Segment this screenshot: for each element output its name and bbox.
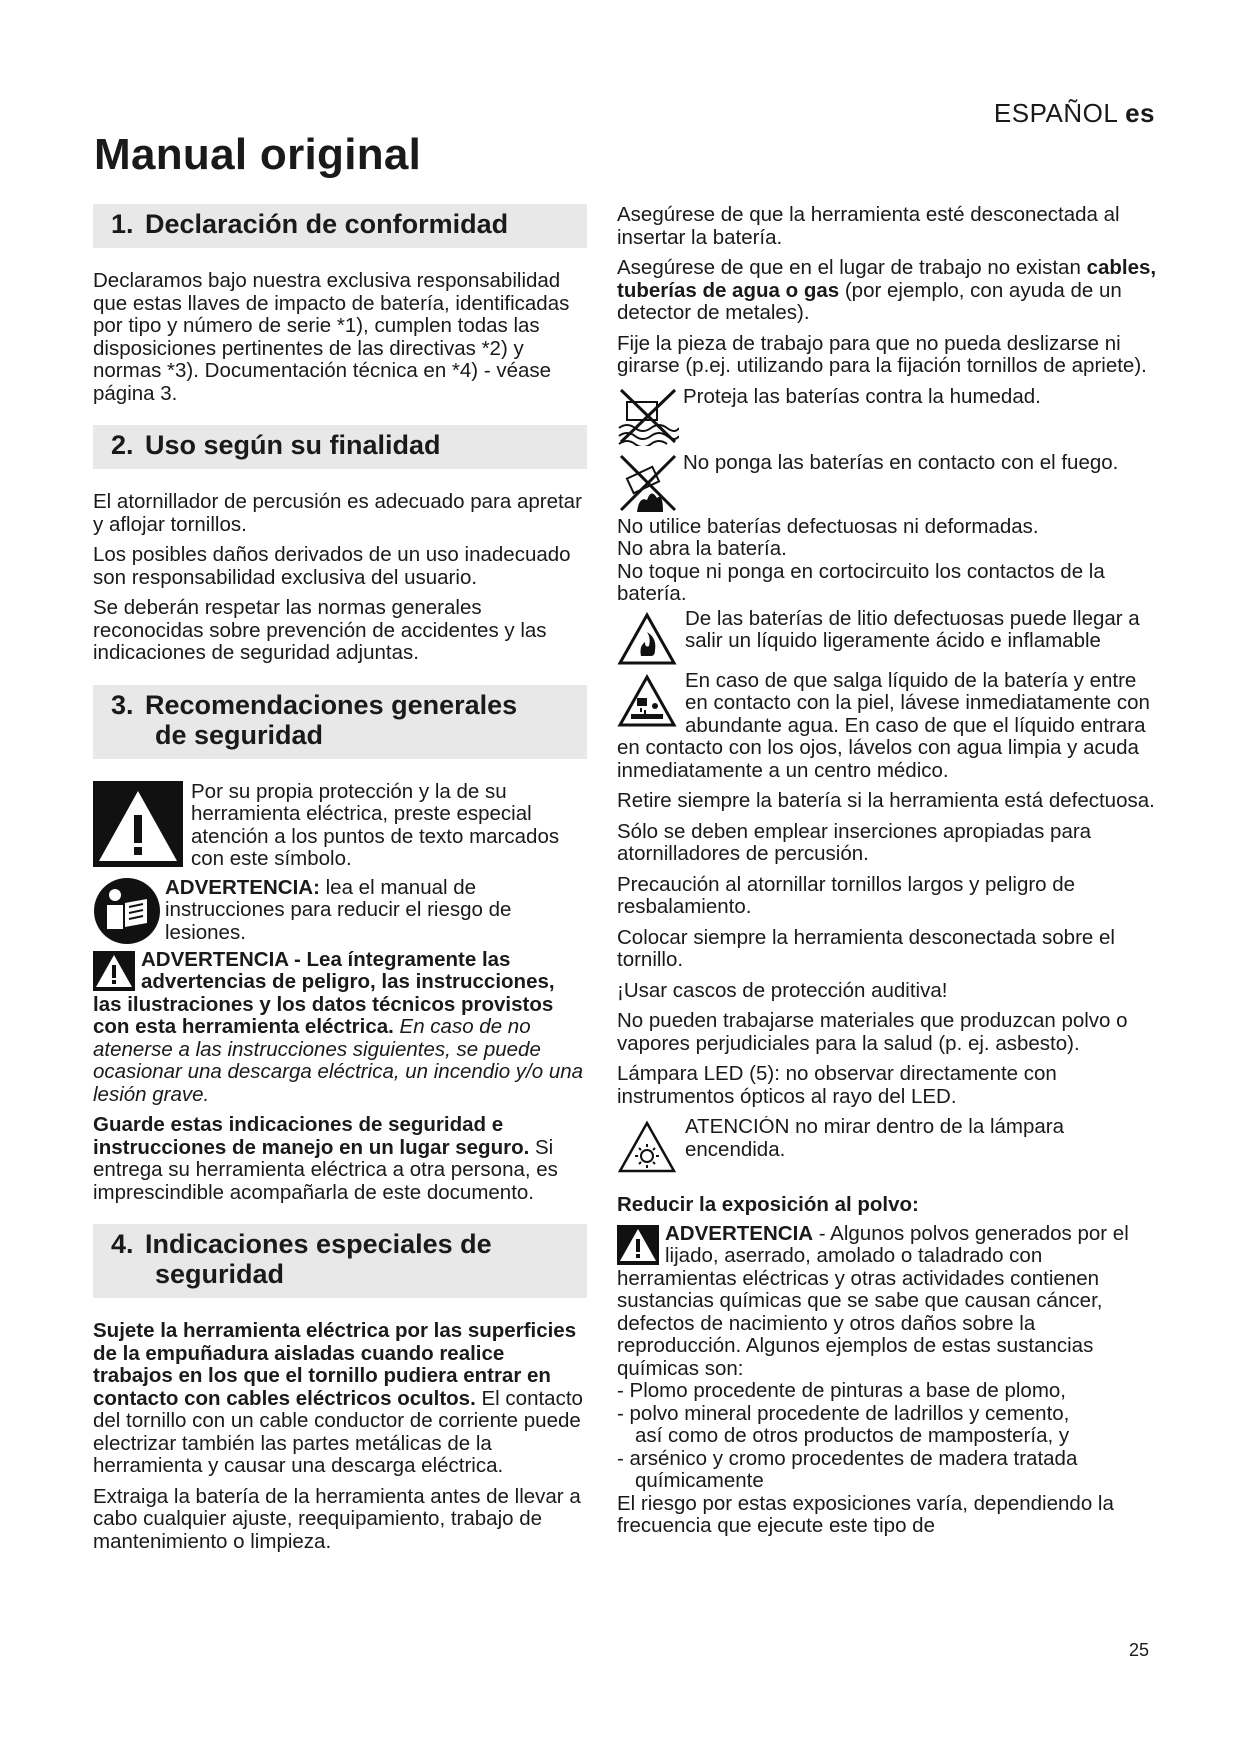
battery-note-1: No utilice baterías defectuosas ni deformadas.: [617, 514, 1039, 538]
corrosive-icon: [617, 674, 677, 728]
led-lamp-text: Lámpara LED (5): no observar directamente con instrumentos ópticos al rayo del LED.: [617, 1062, 1057, 1108]
conformity-text: Declaramos bajo nuestra exclusiva responsabilidad que estas llaves de impacto de batería, identificadas por tipo y número de serie *1), cumplen todas las disposiciones pertinentes de las directivas *2) y normas *3). Documentación técnica en *4) - véase página 3.: [93, 269, 570, 405]
place-tool-text: Colocar siempre la herramienta desconectada sobre el tornillo.: [617, 925, 1115, 971]
manual-warning-text: lea el manual de instrucciones para reducir el riesgo de lesiones.: [165, 875, 512, 944]
list-item: químicamente: [635, 1469, 764, 1492]
remove-battery-text: Extraiga la batería de la herramienta antes de llevar a cabo cualquier ajuste, reequipamiento, trabajo de mantenimiento o limpieza.: [93, 1484, 581, 1553]
section-title: Indicaciones especiales de: [145, 1229, 492, 1259]
check-cables-post: (por ejemplo, con ayuda de un detector de metales).: [617, 278, 1122, 324]
inserts-text: Sólo se deben emplear inserciones apropiadas para atornilladores de percusión.: [617, 819, 1092, 865]
manual-warning-label: ADVERTENCIA:: [165, 875, 320, 899]
fire-text: No ponga las baterías en contacto con el fuego.: [683, 451, 1119, 474]
keep-instructions: [93, 1114, 587, 1204]
section-heading-1: [93, 204, 587, 248]
general-warning: [93, 949, 587, 1107]
section-title: Uso según su finalidad: [145, 430, 441, 460]
keep-instructions-text: Si entrega su herramienta eléctrica a otra persona, es imprescindible acompañarla de este documento.: [93, 1135, 558, 1204]
dust-warning-text: - Algunos polvos generados por el lijado, aserrado, amolado o taladrado con herramientas eléctricas y otras actividades contienen sustancias químicas que se sabe que causan cáncer, defectos de nacimiento y otros daños sobre la reproducción. Algunos ejemplos de estas sustancias químicas son:: [617, 1221, 1129, 1380]
section-number: 2.: [111, 430, 134, 460]
battery-notes: [617, 516, 1162, 606]
fire-note: [617, 452, 1162, 514]
substance-list: [617, 1380, 1162, 1493]
led-warning-icon: [617, 1120, 677, 1174]
risk-text: El riesgo por estas exposiciones varía, dependiendo la frecuencia que ejecute este tipo de: [617, 1491, 1114, 1537]
general-warning-bold: ADVERTENCIA - Lea íntegramente las advertencias de peligro, las instrucciones, las ilustraciones y los datos técnicos provistos con esta herramienta eléctrica.: [93, 947, 555, 1038]
section-number: 3.: [111, 689, 134, 720]
battery-note-2: No abra la batería.: [617, 537, 787, 560]
no-water-icon: [617, 386, 679, 446]
section-heading-3: [93, 685, 587, 759]
lithium-note: [617, 608, 1162, 666]
hidden-cables-warning: [93, 1320, 587, 1478]
section-title: Recomendaciones generales: [145, 689, 518, 720]
section-number: 4.: [111, 1229, 134, 1259]
check-cables-pre: Asegúrese de que en el lugar de trabajo no existan: [617, 256, 1087, 279]
hidden-cables-text: El contacto del tornillo con un cable conductor de corriente puede electrizar también las partes metálicas de la herramienta y causar una descarga eléctrica.: [93, 1386, 583, 1477]
list-item: - polvo mineral procedente de ladrillos y cemento,: [617, 1401, 1070, 1425]
harmful-dust-text: No pueden trabajarse materiales que produzcan polvo o vapores perjudiciales para la salud (p. ej. asbesto).: [617, 1009, 1128, 1055]
list-item: - Plomo procedente de pinturas a base de plomo,: [617, 1379, 1066, 1402]
language-name: ESPAÑOL: [993, 98, 1118, 128]
hidden-cables-bold: Sujete la herramienta eléctrica por las superficies de la empuñadura aisladas cuando realice trabajos en los que el tornillo pudiera entrar en contacto con cables eléctricos ocultos.: [93, 1319, 577, 1410]
ear-protection-text: ¡Usar cascos de protección auditiva!: [617, 978, 948, 1002]
list-item: - arsénico y cromo procedentes de madera tratada: [617, 1446, 1078, 1470]
switch-off-text: Asegúrese de que la herramienta esté desconectada al insertar la batería.: [617, 203, 1120, 249]
section-heading-2: [93, 425, 587, 469]
check-cables-bold: cables, tuberías de agua o gas: [617, 256, 1157, 302]
right-column: [617, 204, 1162, 1538]
lithium-text: De las baterías de litio defectuosas puede llegar a salir un líquido ligeramente ácido e inflamable: [685, 607, 1140, 652]
dust-warning: [617, 1223, 1162, 1381]
led-note: [617, 1116, 1162, 1174]
section-heading-4: [93, 1224, 587, 1298]
page-number: 25: [1128, 1640, 1149, 1660]
language-label: [994, 98, 1155, 129]
symbol-note-text: Por su propia protección y la de su herramienta eléctrica, preste especial atención a los puntos de texto marcados con este símbolo.: [191, 780, 560, 870]
section-title: Declaración de conformidad: [145, 209, 509, 239]
read-manual-icon: [93, 877, 161, 945]
warning-small-icon: [93, 951, 135, 991]
rules-text: Se deberán respetar las normas generales reconocidas sobre prevención de accidentes y las indicaciones de seguridad adjuntas.: [93, 596, 547, 664]
intended-use-text: El atornillador de percusión es adecuado para apretar y aflojar tornillos.: [93, 490, 582, 536]
section-number: 1.: [111, 209, 134, 239]
no-fire-icon: [617, 452, 679, 514]
led-warning-text: ATENCIÓN no mirar dentro de la lámpara encendida.: [685, 1116, 1065, 1161]
humidity-text: Proteja las baterías contra la humedad.: [683, 385, 1041, 408]
dust-heading: Reducir la exposición al polvo:: [617, 1193, 919, 1216]
page-title: Manual original: [94, 130, 422, 179]
language-code: es: [1125, 98, 1155, 128]
humidity-note: [617, 386, 1162, 446]
general-warning-italic: En caso de no atenerse a las instrucciones siguientes, se puede ocasionar una descarga eléctrica, un incendio y/o una lesión grave.: [93, 1015, 584, 1106]
secure-workpiece-text: Fije la pieza de trabajo para que no pueda deslizarse ni girarse (p.ej. utilizando para la fijación tornillos de apriete).: [617, 331, 1147, 377]
flammable-icon: [617, 612, 677, 666]
liability-text: Los posibles daños derivados de un uso inadecuado son responsabilidad exclusiva del usuario.: [93, 543, 571, 589]
warning-small-icon: [617, 1225, 659, 1265]
section-title-cont: seguridad: [155, 1259, 285, 1289]
dust-warning-label: ADVERTENCIA: [665, 1221, 814, 1245]
long-screws-text: Precaución al atornillar tornillos largos y peligro de resbalamiento.: [617, 872, 1076, 918]
symbol-note: [93, 781, 587, 871]
remove-defective-text: Retire siempre la batería si la herramienta está defectuosa.: [617, 789, 1155, 812]
list-item: así como de otros productos de mampostería, y: [635, 1424, 1070, 1447]
left-column: [93, 204, 587, 1561]
liquid-note: [617, 670, 1162, 783]
read-manual-note: [93, 875, 587, 945]
section-title-cont: de seguridad: [155, 719, 324, 750]
check-cables-text: [617, 257, 1162, 325]
liquid-text: En caso de que salga líquido de la batería y entre en contacto con la piel, lávese inmediatamente con abundante agua. En caso de que el líquido entrara en contacto con los ojos, lávelos con agua limpia y acuda inmediatamente a un centro médico.: [617, 668, 1150, 782]
battery-note-3: No toque ni ponga en cortocircuito los contactos de la batería.: [617, 559, 1105, 605]
warning-large-icon: [93, 781, 183, 867]
keep-instructions-bold: Guarde estas indicaciones de seguridad e instrucciones de manejo en un lugar seguro.: [93, 1113, 530, 1159]
